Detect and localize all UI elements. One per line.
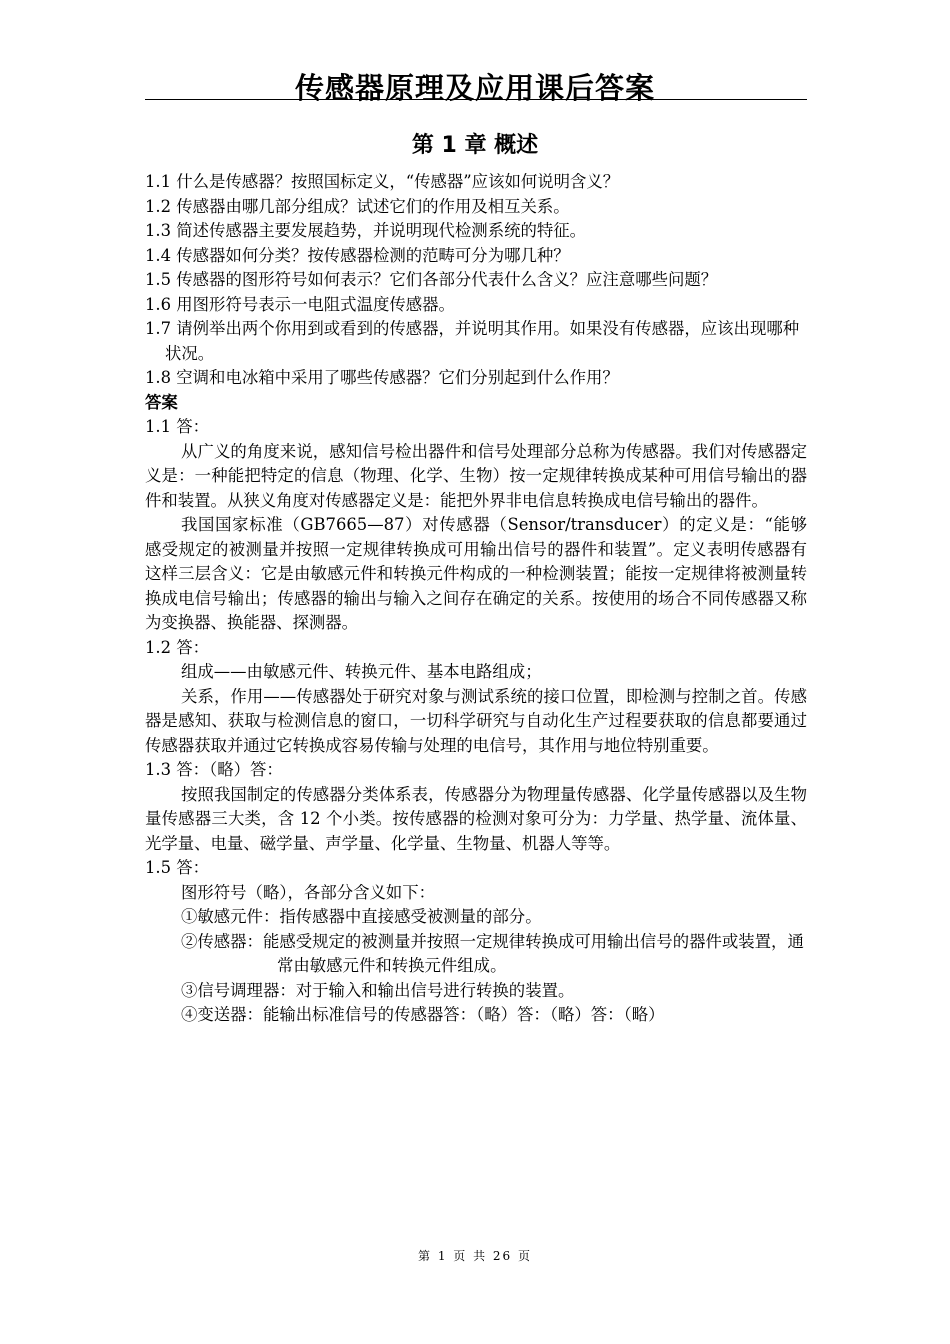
answer-1-5-label: 1.5 答： [145,858,210,877]
question-1-7: 1.7 请例举出两个你用到或看到的传感器，并说明其作用。如果没有传感器，应该出现哪种状况。 [145,319,800,363]
answer-1-5-item-1: ①敏感元件：指传感器中直接感受被测量的部分。 [181,907,542,926]
document-title: 传感器原理及应用课后答案 [294,71,655,105]
question-1-8: 1.8 空调和电冰箱中采用了哪些传感器？它们分别起到什么作用？ [145,368,619,387]
title-underline [145,99,807,100]
answer-1-3-label: 1.3 答：（略）答： [145,760,283,779]
question-1-1: 1.1 什么是传感器？按照国标定义，“传感器”应该如何说明含义？ [145,172,620,191]
document-body [145,170,807,1028]
answers-heading: 答案 [145,392,178,412]
answer-1-2-paragraph-1: 组成——由敏感元件、转换元件、基本电路组成； [181,662,542,681]
answer-1-1-paragraph-2: 我国国家标准（GB7665—87）对传感器（Sensor/transducer）的定义是：“能够感受规定的被测量并按照一定规律转换成可用输出信号的器件和装置”。定义表明传感器有这样三层含义：它是由敏感元件和转换元件构成的一种检测装置；能按一定规律将被测量转换成电信号输出；传感器的输出与输入之间存在确定的关系。按使用的场合不同传感器又称为变换器、换能器、探测器。 [145,515,807,632]
question-1-4: 1.4 传感器如何分类？按传感器检测的范畴可分为哪几种？ [145,245,570,265]
chapter-title: 第 1 章 概述 [411,133,539,158]
question-1-3: 1.3 简述传感器主要发展趋势，并说明现代检测系统的特征。 [145,221,587,240]
answer-1-5-item-3: ③信号调理器：对于输入和输出信号进行转换的装置。 [181,980,575,1000]
answer-1-5-item-2: ②传感器：能感受规定的被测量并按照一定规律转换成可用输出信号的器件或装置，通常由敏感元件和转换元件组成。 [181,931,804,975]
answer-1-2-paragraph-2: 关系，作用——传感器处于研究对象与测试系统的接口位置，即检测与控制之首。传感器是感知、获取与检测信息的窗口，一切科学研究与自动化生产过程要获取的信息都要通过传感器获取并通过它转换成容易传输与处理的电信号，其作用与地位特别重要。 [145,686,807,755]
page-footer: 第 1 页 共 26 页 [418,1249,532,1263]
answer-1-2-label: 1.2 答： [145,637,210,657]
answer-1-5-intro: 图形符号（略），各部分含义如下： [181,882,436,902]
question-1-2: 1.2 传感器由哪几部分组成？试述它们的作用及相互关系。 [145,196,570,216]
answer-1-1-paragraph-1: 从广义的角度来说，感知信号检出器件和信号处理部分总称为传感器。我们对传感器定义是：一种能把特定的信息（物理、化学、生物）按一定规律转换成某种可用信号输出的器件和装置。从狭义角度对传感器定义是：能把外界非电信息转换成电信号输出的器件。 [145,441,807,510]
question-1-6: 1.6 用图形符号表示一电阻式温度传感器。 [145,294,455,314]
answer-1-1-label: 1.1 答： [145,417,210,436]
answer-1-5-item-4: ④变送器：能输出标准信号的传感器答：（略）答：（略）答：（略） [181,1005,665,1024]
answer-1-3-paragraph-1: 按照我国制定的传感器分类体系表，传感器分为物理量传感器、化学量传感器以及生物量传感器三大类，含 12 个小类。按传感器的检测对象可分为：力学量、热学量、流体量、光学量、电量、磁学量、声学量、化学量、生物量、机器人等等。 [145,784,807,853]
question-1-5: 1.5 传感器的图形符号如何表示？它们各部分代表什么含义？应注意哪些问题？ [145,270,718,289]
